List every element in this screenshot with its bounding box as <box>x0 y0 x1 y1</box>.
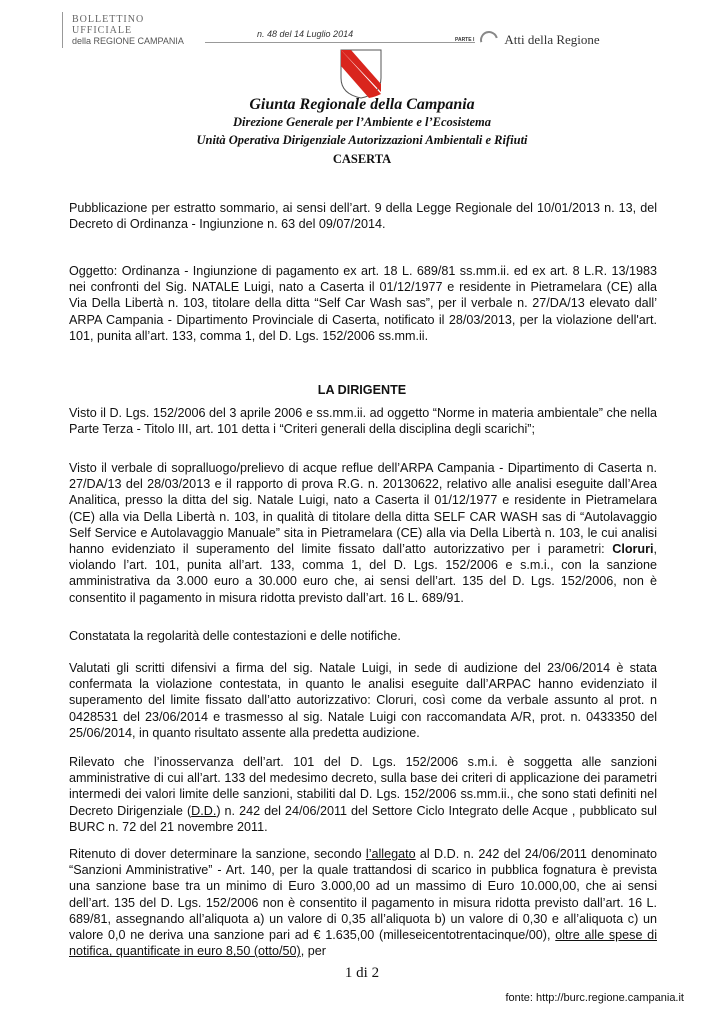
campania-emblem-icon <box>337 48 385 100</box>
bollettino-line1: BOLLETTINO UFFICIALE <box>72 14 145 36</box>
parte-label: PARTE I <box>455 37 475 43</box>
la-dirigente-heading: LA DIRIGENTE <box>317 383 407 397</box>
oggetto-paragraph: Oggetto: Ordinanza - Ingiunzione di pagamento ex art. 18 L. 689/81 ss.mm.ii. ed ex art. 8 L.R. 13/1983 nei confronti del Sig. NATALE Luigi, nato a Caserta il 01/12/1977 e residente in Pietramelara (CE) alla Via Della Libertà n. 103, titolare della ditta “Self Car Wash sas”, per il verbale n. 27/DA/13 elevato dall’ ARPA Campania - Dipartimento Provinciale di Caserta, notificato il 28/03/2013, per la violazione dell'art. 101, punita all’art. 133, comma 1, del D. Lgs. 152/2006 ss.mm.ii. <box>69 264 657 343</box>
constatata-paragraph: Constatata la regolarità delle contestazioni e delle notifiche. <box>69 629 401 643</box>
visto2-text-b: , violando l’art. 101, punita all’art. 133, comma 1, del D. Lgs. 152/2006 e s.m.i., con la sanzione amministrativa da 3.000 euro a 30.000 euro che, ai sensi dell’art. 135 del D. Lgs. 152/2006, non è consentito il pagamento in misura ridotta previsto dall’art. 16 L. 689/91. <box>69 542 657 605</box>
direzione-title: Direzione Generale per l’Ambiente e l’Ecosistema <box>233 115 491 129</box>
dd-underlined: D.D. <box>191 803 217 818</box>
ritenuto-paragraph <box>69 846 657 959</box>
pubblicazione-paragraph: Pubblicazione per estratto sommario, ai sensi dell’art. 9 della Legge Regionale del 10/01/2013 n. 13, del Decreto di Ordinanza - Ingiunzione n. 63 del 09/07/2014. <box>69 201 657 232</box>
rilevato-text-b: ) n. 242 del 24/06/2011 del Settore Ciclo Integrato delle Acque , pubblicato sul BURC n. 72 del 21 novembre 2011. <box>69 803 657 834</box>
visto1-paragraph: Visto il D. Lgs. 152/2006 del 3 aprile 2006 e ss.mm.ii. ad oggetto “Norme in materia ambientale” che nella Parte Terza - Titolo III, art. 101 detta i “Criteri generali della disciplina degli scarichi”; <box>69 406 657 437</box>
source-url: fonte: http://burc.regione.campania.it <box>505 992 684 1004</box>
ritenuto-text-c: , per <box>300 944 326 959</box>
ritenuto-text-a: Ritenuto di dover determinare la sanzione, secondo <box>69 847 366 861</box>
rilevato-paragraph <box>69 754 657 835</box>
allegato-underlined: l’allegato <box>365 847 416 861</box>
swoosh-icon <box>477 28 502 53</box>
rilevato-text-a: Rilevato che l’inosservanza dell’art. 101 del D. Lgs. 152/2006 s.m.i. è soggetta alle sanzioni amministrative di cui all’art. 133 del medesimo decreto, sulla base dei criteri di applicazione dei parametri intermedi dei valori limite delle sanzioni, stabiliti dal D. Lgs. 152/2006 ss.mm.ii., che sono stati definiti nel Decreto Dirigenziale ( <box>69 755 657 818</box>
header-divider <box>205 42 475 43</box>
spese-underlined: oltre alle spese di notifica, quantificate in euro 8,50 (otto/50) <box>69 928 657 959</box>
sede-title: CASERTA <box>332 152 392 166</box>
issue-number: n. 48 del 14 Luglio 2014 <box>257 29 354 39</box>
cloruri-bold: Cloruri <box>612 542 654 557</box>
visto2-paragraph <box>69 460 657 606</box>
visto2-text-a: Visto il verbale di sopralluogo/prelievo di acque reflue dell’ARPA Campania - Dipartimento di Caserta n. 27/DA/13 del 28/03/2013 e il rapporto di prova R.G. n. 20130622, relativo alle analisi eseguite dall’Area Analitica, presso la ditta del sig. Natale Luigi, nato a Caserta il 01/12/1977 e residente in Pietramelara (CE) alla via Della Libertà n. 103, in qualità di titolare della ditta SELF CAR WASH sas di “Autolavaggio Self Service e Autolavaggio Manuale” sita in Pietramelara (CE) alla via Della Libertà n. 103, le cui analisi hanno evidenziato il superamento del limite fissato dall’atto autorizzativo per i parametri: <box>69 461 657 557</box>
valutati-paragraph: Valutati gli scritti difensivi a firma del sig. Natale Luigi, in sede di audizione del 23/06/2014 è stata confermata la violazione contestata, in quanto le analisi eseguite dall’ARPAC hanno evidenziato il superamento del limite fissato dall’atto autorizzativo: Cloruri, così come da verbale assunto al prot. n 0428531 del 23/06/2014 e trasmesso al sig. Natale Luigi con raccomandata A/R, prot. n. 0433350 del 25/06/2014, in quanto risultato assente alla predetta audizione. <box>69 661 657 740</box>
section-label <box>455 30 655 50</box>
ritenuto-text-b: al D.D. n. 242 del 24/06/2011 denominato “Sanzioni Amministrative” - Art. 140, per la quale trattandosi di scarico in pubblica fognatura è prevista una sanzione base tra un minimo di Euro 3.000,00 ad un massimo di Euro 10.000,00, che ai sensi dell’art. 135 del D. Lgs. 152/2006 non è consentito il pagamento in misura ridotta previsto dall’art. 16 L. 689/81, assegnando all’aliquota a) un valore di 0,35 all’aliquota b) un valore di 0,30 e all’aliquota c) un valore 0,0 ne deriva una sanzione pari ad € 1.635,00 (milleseicentotrentacinque/00), <box>69 847 658 943</box>
bollettino-line2: della REGIONE CAMPANIA <box>72 36 184 46</box>
giunta-title: Giunta Regionale della Campania <box>249 96 475 113</box>
section-title: Atti della Regione <box>504 32 600 47</box>
page-number: 1 di 2 <box>344 965 380 981</box>
unita-title: Unità Operativa Dirigenziale Autorizzazioni Ambientali e Rifiuti <box>196 133 528 147</box>
bollettino-logo <box>72 14 202 48</box>
header-divider-left <box>62 12 63 48</box>
